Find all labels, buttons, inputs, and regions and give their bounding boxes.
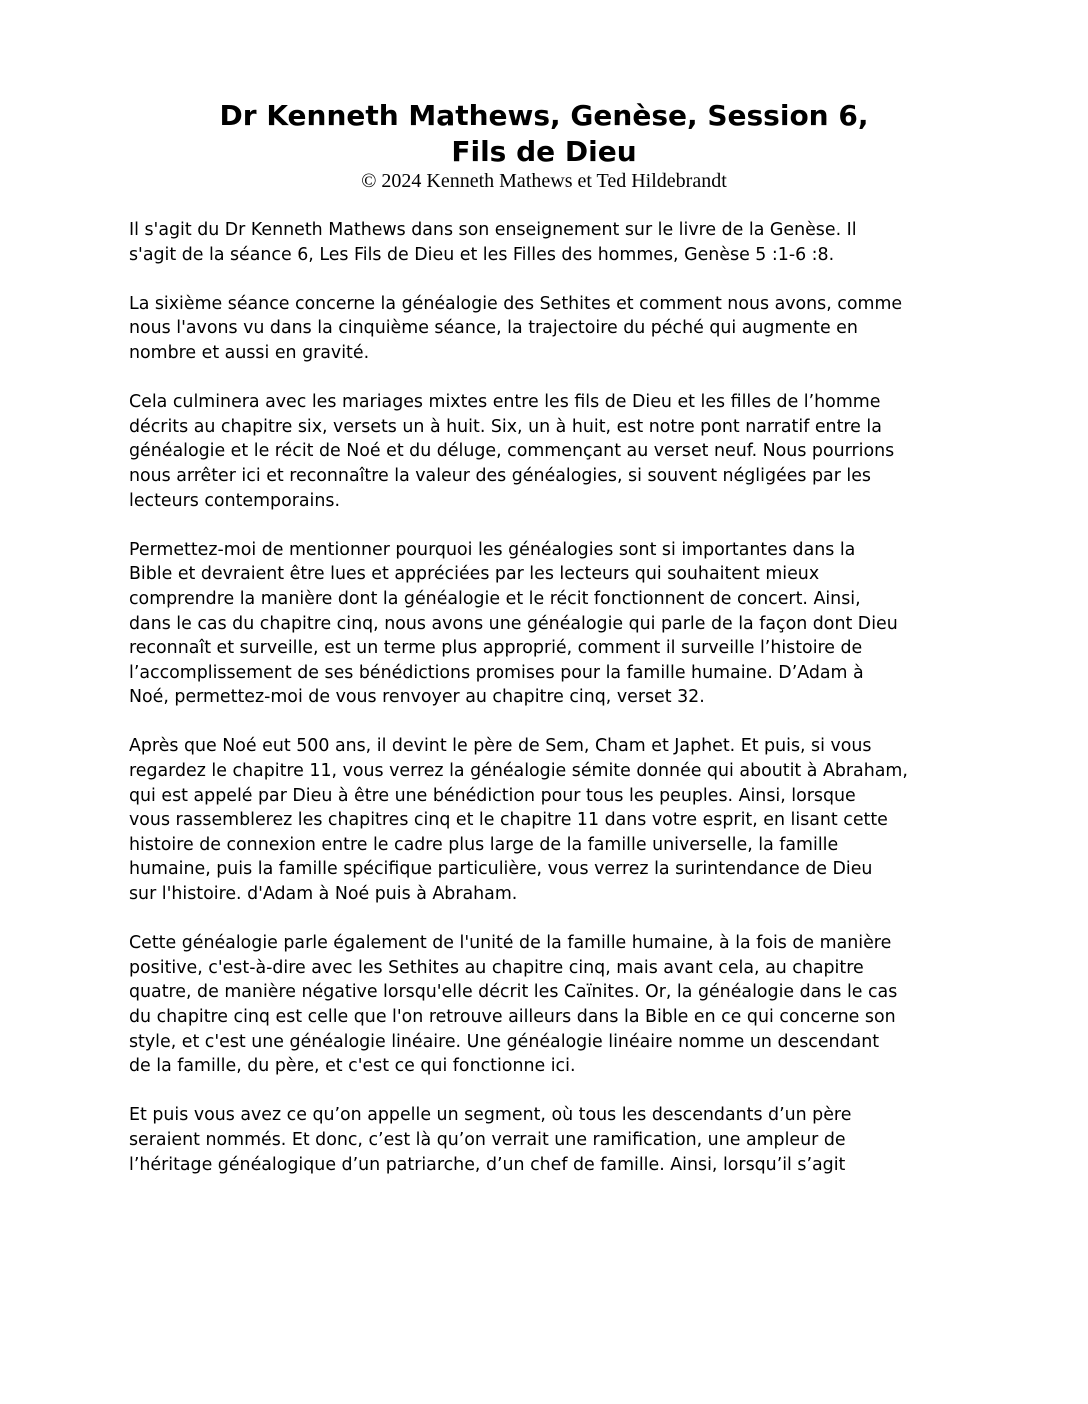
text-line: l’accomplissement de ses bénédictions promises pour la famille humaine. D’Adam à (129, 662, 864, 683)
paragraph (129, 218, 959, 267)
document-header (0, 98, 1088, 192)
document-body (129, 218, 959, 1202)
text-line: Cette généalogie parle également de l'unité de la famille humaine, à la fois de manière (129, 933, 892, 954)
paragraph (129, 538, 959, 710)
text-line: reconnaît et surveille, est un terme plus approprié, comment il surveille l’histoire de (129, 638, 863, 659)
text-line: lecteurs contemporains. (129, 490, 340, 511)
paragraph (129, 292, 959, 366)
document-title-line-1: Dr Kenneth Mathews, Genèse, Session 6, (219, 99, 869, 132)
text-line: nous l'avons vu dans la cinquième séance, la trajectoire du péché qui augmente en (129, 318, 858, 339)
text-line: Cela culminera avec les mariages mixtes entre les fils de Dieu et les filles de l’homme (129, 392, 881, 413)
text-line: style, et c'est une généalogie linéaire. Une généalogie linéaire nomme un descendant (129, 1031, 880, 1052)
paragraph (129, 1103, 959, 1177)
text-line: histoire de connexion entre le cadre plus large de la famille universelle, la famille (129, 834, 839, 855)
text-line: Noé, permettez-moi de vous renvoyer au chapitre cinq, verset 32. (129, 687, 705, 708)
document-title-line-2: Fils de Dieu (451, 135, 637, 168)
text-line: Il s'agit du Dr Kenneth Mathews dans son enseignement sur le livre de la Genèse. Il (129, 220, 857, 240)
text-line: quatre, de manière négative lorsqu'elle décrit les Caïnites. Or, la généalogie dans le cas (129, 982, 898, 1003)
text-line: s'agit de la séance 6, Les Fils de Dieu et les Filles des hommes, Genèse 5 :1-6 :8. (129, 244, 835, 265)
text-line: nous arrêter ici et reconnaître la valeur des généalogies, si souvent négligées par les (129, 465, 871, 486)
text-line: Après que Noé eut 500 ans, il devint le père de Sem, Cham et Japhet. Et puis, si vous (129, 736, 872, 757)
text-line: généalogie et le récit de Noé et du déluge, commençant au verset neuf. Nous pourrions (129, 441, 895, 462)
paragraph (129, 931, 959, 1079)
text-line: de la famille, du père, et c'est ce qui fonctionne ici. (129, 1056, 576, 1077)
text-line: qui est appelé par Dieu à être une bénédiction pour tous les peuples. Ainsi, lorsque (129, 785, 856, 806)
text-line: décrits au chapitre six, versets un à huit. Six, un à huit, est notre pont narratif entre la (129, 416, 882, 437)
text-line: Et puis vous avez ce qu’on appelle un segment, où tous les descendants d’un père (129, 1105, 852, 1126)
text-line: l’héritage généalogique d’un patriarche, d’un chef de famille. Ainsi, lorsqu’il s’agit (129, 1154, 846, 1175)
text-line: dans le cas du chapitre cinq, nous avons une généalogie qui parle de la façon dont Dieu (129, 613, 898, 634)
paragraph (129, 734, 959, 906)
copyright-notice: © 2024 Kenneth Mathews et Ted Hildebrandt (361, 170, 727, 192)
text-line: seraient nommés. Et donc, c’est là qu’on verrait une ramification, une ampleur de (129, 1129, 846, 1150)
text-line: Bible et devraient être lues et appréciées par les lecteurs qui souhaitent mieux (129, 564, 820, 585)
text-line: nombre et aussi en gravité. (129, 342, 370, 363)
text-line: positive, c'est-à-dire avec les Sethites au chapitre cinq, mais avant cela, au chapitre (129, 957, 864, 978)
text-line: humaine, puis la famille spécifique particulière, vous verrez la surintendance de Dieu (129, 859, 873, 880)
text-line: du chapitre cinq est celle que l'on retrouve ailleurs dans la Bible en ce qui concerne son (129, 1007, 896, 1027)
text-line: sur l'histoire. d'Adam à Noé puis à Abraham. (129, 884, 518, 905)
text-line: vous rassemblerez les chapitres cinq et le chapitre 11 dans votre esprit, en lisant cette (129, 810, 888, 831)
paragraph (129, 390, 959, 513)
text-line: La sixième séance concerne la généalogie des Sethites et comment nous avons, comme (129, 293, 903, 314)
text-line: Permettez-moi de mentionner pourquoi les généalogies sont si importantes dans la (129, 539, 856, 560)
text-line: comprendre la manière dont la généalogie et le récit fonctionnent de concert. Ainsi, (129, 588, 861, 609)
text-line: regardez le chapitre 11, vous verrez la généalogie sémite donnée qui aboutit à Abraham, (129, 761, 908, 782)
